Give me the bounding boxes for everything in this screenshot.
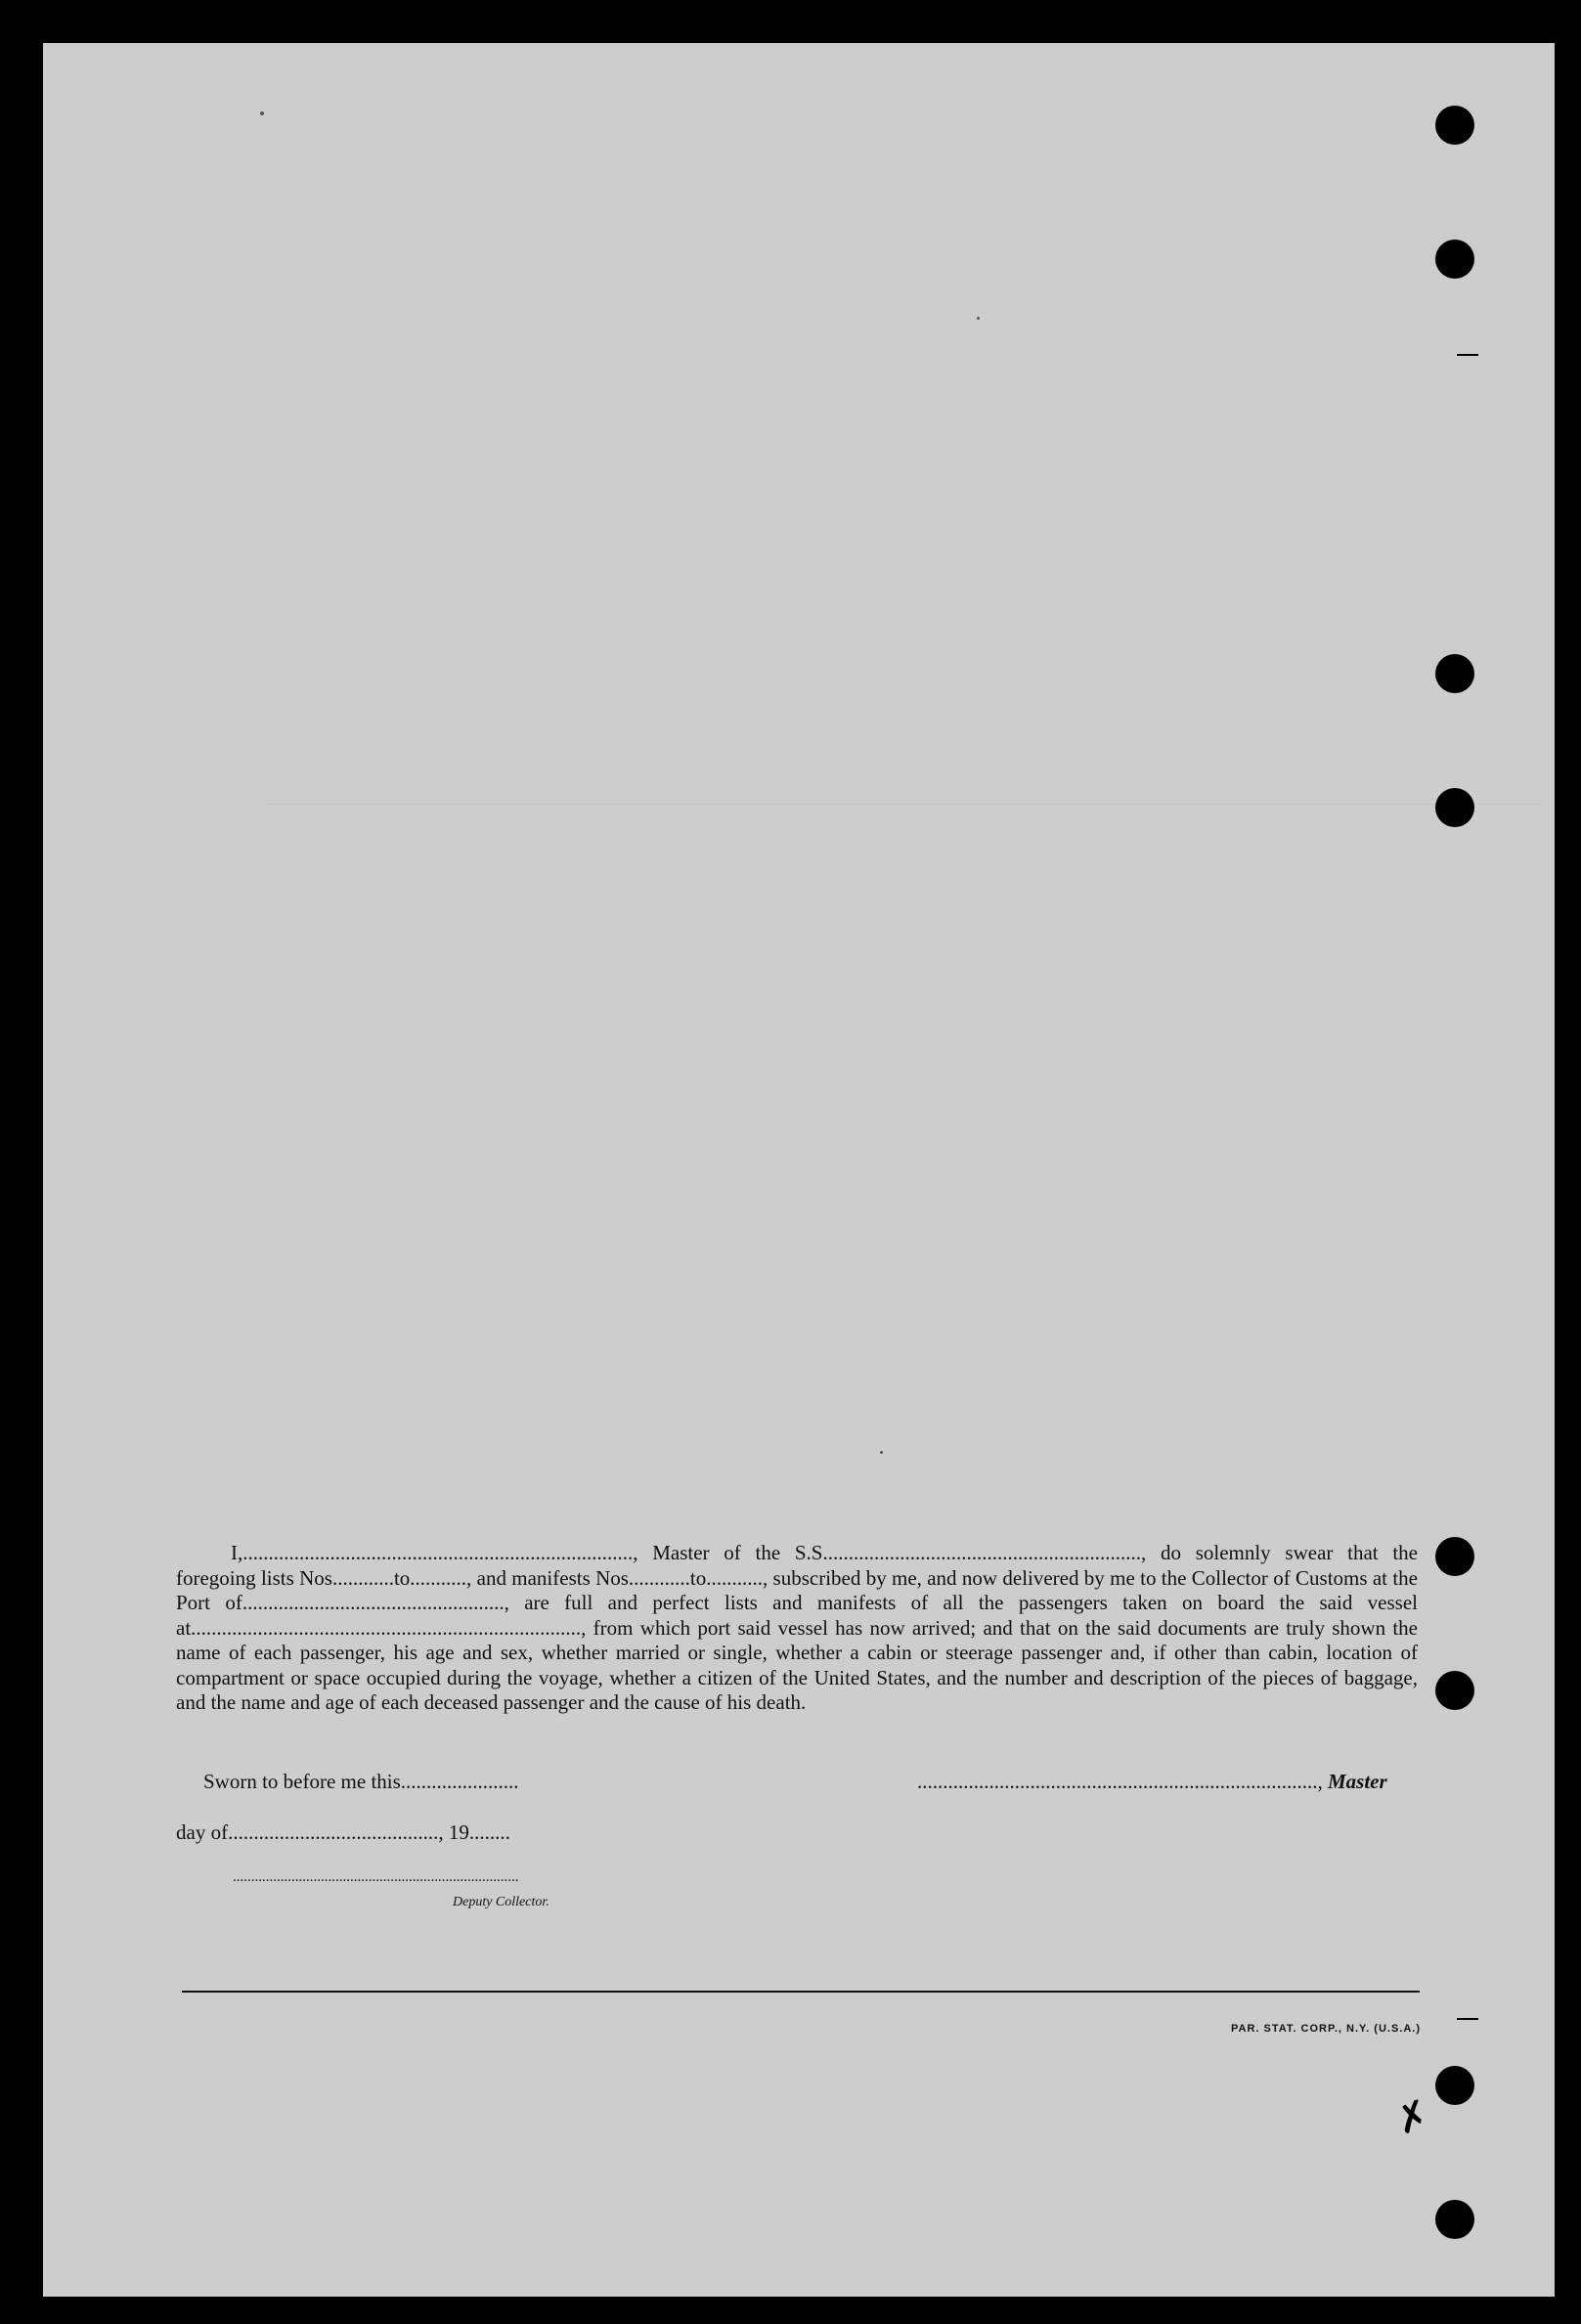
faint-fold-line [268,804,1539,805]
document-page [43,43,1555,2297]
punch-hole [1435,2066,1474,2105]
edge-tick [1457,354,1478,356]
punch-hole [1435,1537,1474,1576]
punch-hole [1435,788,1474,827]
oath-paragraph: I,............................................................................, Master of the S.S.............................................................., do solemnly swear that the foregoing lists Nos............to..........., and manifests Nos............to..........., subscribed by me, and now delivered by me to the Collector of Customs at the Port of..................................................., are full and perfect lists and manifests of all the passengers taken on board the said vessel at............................................................................, from which port said vessel has now arrived; and that on the said documents are truly shown the name of each passenger, his age and sex, whether married or single, whether a cabin or steerage passenger and, if other than cabin, location of compartment or space occupied during the voyage, whether a citizen of the United States, and the number and description of the pieces of baggage, and the name and age of each deceased passenger and the cause of his death. [176,1541,1418,1714]
ink-speck [977,317,980,320]
handwritten-check-mark: ✗ [1389,2090,1436,2144]
day-of-line: day of........................................., 19........ [176,1820,510,1844]
punch-hole [1435,2200,1474,2239]
punch-hole [1435,106,1474,145]
punch-hole [1435,1671,1474,1710]
bottom-rule [182,1991,1420,1993]
master-label: Master [1328,1770,1387,1793]
master-signature-line [917,1770,1387,1794]
punch-hole [1435,654,1474,693]
sworn-line: Sworn to before me this....................... [203,1770,519,1793]
deputy-collector-signature-dots: .............................................................................. [233,1869,519,1885]
edge-tick [1457,2018,1478,2020]
ink-speck [260,111,264,115]
ink-speck [880,1451,883,1454]
deputy-collector-label: Deputy Collector. [453,1895,549,1909]
master-oath-text [176,1541,1418,1716]
master-signature-dots: .............................................................................., [917,1770,1323,1793]
punch-hole [1435,240,1474,279]
printer-imprint: PAR. STAT. CORP., N.Y. (U.S.A.) [1231,2023,1421,2035]
